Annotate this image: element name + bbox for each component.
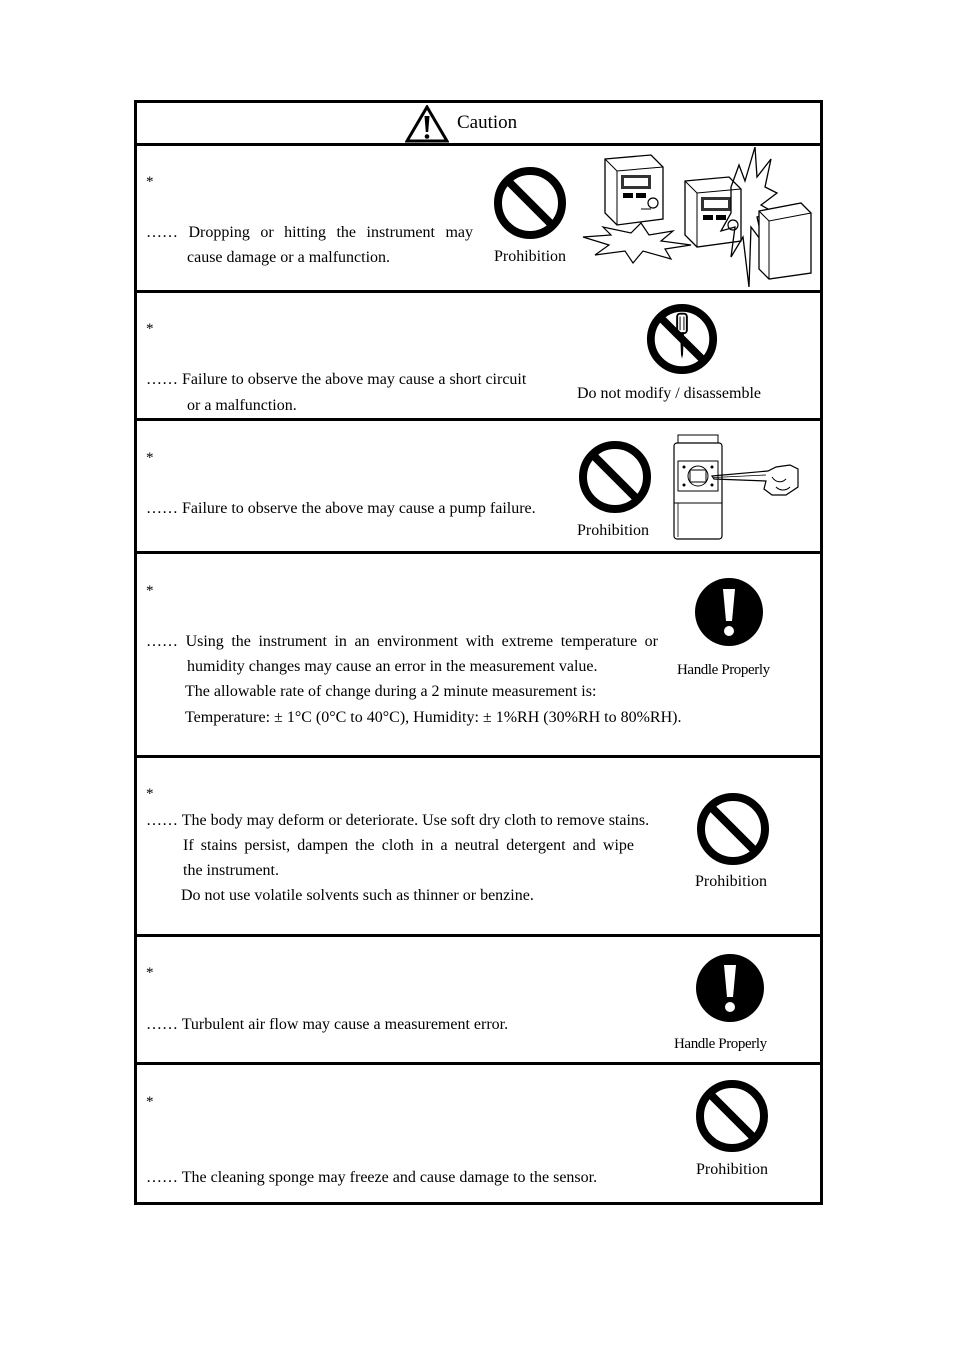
section-text-line: …… The body may deform or deteriorate. Use soft dry cloth to remove stains. [146, 812, 650, 829]
section-marker: * [146, 583, 154, 599]
prohibition-icon [492, 165, 568, 241]
row-divider [137, 934, 820, 937]
section-text-line: …… Dropping or hitting the instrument may [146, 224, 473, 241]
prohibition-label: Prohibition [494, 248, 567, 265]
no-disassembly-icon [645, 302, 719, 376]
row-divider [137, 143, 820, 146]
caution-header [137, 103, 820, 143]
section-text-line: …… The cleaning sponge may freeze and cause damage to the sensor. [146, 1169, 598, 1186]
row-divider [137, 551, 820, 554]
prohibition-label: Prohibition [695, 873, 768, 890]
section-text-line: or a malfunction. [187, 397, 297, 414]
row-divider [137, 290, 820, 293]
prohibition-icon [695, 791, 771, 867]
section-text-line: humidity changes may cause an error in the measurement value. [187, 658, 598, 675]
handle-properly-label: Handle Properly [674, 1036, 767, 1052]
prohibition-label: Prohibition [577, 522, 650, 539]
section-marker: * [146, 1094, 154, 1110]
exclamation-icon [694, 577, 764, 647]
instrument-impact-illustration [581, 147, 816, 287]
section-text-line: …… Using the instrument in an environment with extreme temperature or [146, 633, 658, 650]
handle-properly-label: Handle Properly [677, 662, 770, 678]
finger-poking-instrument-illustration [672, 433, 802, 541]
caution-table [134, 100, 823, 1205]
section-text-line: The allowable rate of change during a 2 minute measurement is: [185, 683, 597, 700]
row-divider [137, 755, 820, 758]
row-divider [137, 418, 820, 421]
exclamation-icon [695, 953, 765, 1023]
no-disassembly-label: Do not modify / disassemble [577, 385, 761, 402]
section-text-line: …… Failure to observe the above may cause a short circuit [146, 371, 527, 388]
section-marker: * [146, 450, 154, 466]
prohibition-icon [577, 439, 653, 515]
section-text-line: cause damage or a malfunction. [187, 249, 391, 266]
prohibition-label: Prohibition [696, 1161, 769, 1178]
prohibition-icon [694, 1078, 770, 1154]
section-text-line: …… Failure to observe the above may cause a pump failure. [146, 500, 536, 517]
section-marker: * [146, 321, 154, 337]
section-text-line: the instrument. [183, 862, 279, 879]
warning-triangle-icon [405, 105, 449, 143]
section-text-line: If stains persist, dampen the cloth in a neutral detergent and wipe [183, 837, 634, 854]
section-text-line: Do not use volatile solvents such as thinner or benzine. [181, 887, 534, 904]
section-text-line: …… Turbulent air flow may cause a measurement error. [146, 1016, 509, 1033]
section-marker: * [146, 965, 154, 981]
caution-title: Caution [457, 112, 518, 133]
section-text-line: Temperature: ± 1°C (0°C to 40°C), Humidity: ± 1%RH (30%RH to 80%RH). [185, 709, 682, 726]
section-marker: * [146, 174, 154, 190]
section-marker: * [146, 786, 154, 802]
row-divider [137, 1062, 820, 1065]
